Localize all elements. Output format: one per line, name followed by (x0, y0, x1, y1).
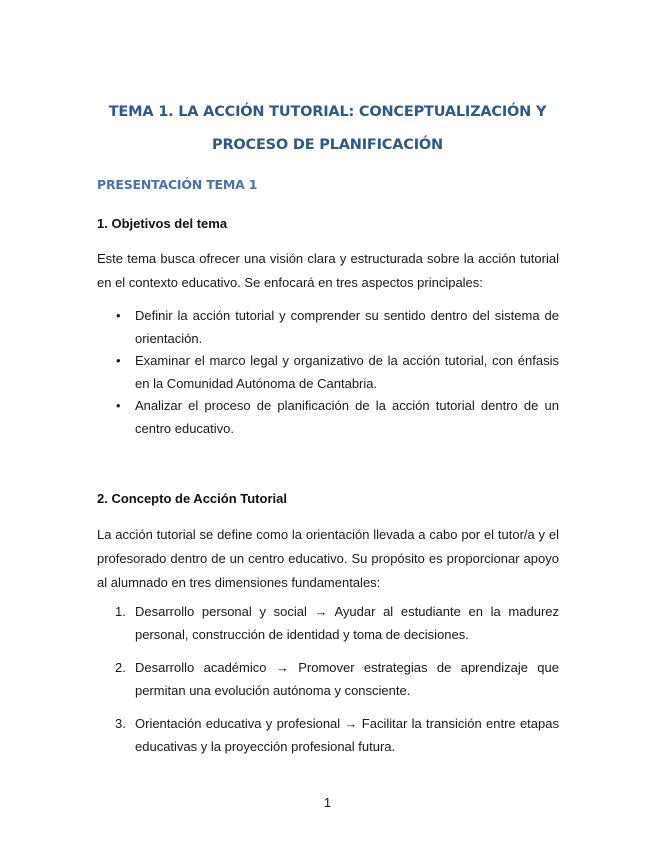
objectives-list (97, 305, 559, 440)
list-item-text: Definir la acción tutorial y comprender su sentido dentro del sistema de orientación. (135, 308, 559, 346)
bullet-icon: • (116, 308, 121, 323)
list-item (97, 305, 559, 350)
list-item (97, 713, 559, 758)
list-item-text: Orientación educativa y profesional → Facilitar la transición entre etapas educativas y la proyección profesional futura. (135, 716, 559, 754)
document-title-line-1: TEMA 1. LA ACCIÓN TUTORIAL: CONCEPTUALIZACIÓN Y (108, 104, 547, 120)
document-title-line-2: PROCESO DE PLANIFICACIÓN (212, 137, 443, 153)
presentation-heading: PRESENTACIÓN TEMA 1 (97, 177, 258, 192)
section-1-heading: 1. Objetivos del tema (97, 216, 228, 231)
list-item-number: 2. (115, 660, 126, 675)
list-item (97, 601, 559, 646)
section-2-heading: 2. Concepto de Acción Tutorial (97, 491, 287, 506)
bullet-icon: • (116, 398, 121, 413)
list-item-number: 3. (115, 716, 126, 731)
list-item (97, 395, 559, 440)
bullet-icon: • (116, 353, 121, 368)
dimensions-list (97, 601, 559, 769)
list-item-text: Examinar el marco legal y organizativo de la acción tutorial, con énfasis en la Comunidad Autónoma de Cantabria. (135, 353, 559, 391)
list-item-text: Analizar el proceso de planificación de la acción tutorial dentro de un centro educativo. (135, 398, 559, 436)
list-item (97, 657, 559, 702)
list-item (97, 350, 559, 395)
list-item-number: 1. (115, 604, 126, 619)
list-item-text: Desarrollo académico → Promover estrategias de aprendizaje que permitan una evolución autónoma y consciente. (135, 660, 559, 698)
section-1-intro: Este tema busca ofrecer una visión clara y estructurada sobre la acción tutorial en el contexto educativo. Se enfocará en tres aspectos principales: (97, 251, 559, 290)
section-2-intro: La acción tutorial se define como la orientación llevada a cabo por el tutor/a y el profesorado dentro de un centro educativo. Su propósito es proporcionar apoyo al alumnado en tres dimensiones fundamentales: (97, 527, 559, 590)
page-number: 1 (323, 795, 332, 810)
list-item-text: Desarrollo personal y social → Ayudar al estudiante en la madurez personal, construcción de identidad y toma de decisiones. (135, 604, 559, 642)
